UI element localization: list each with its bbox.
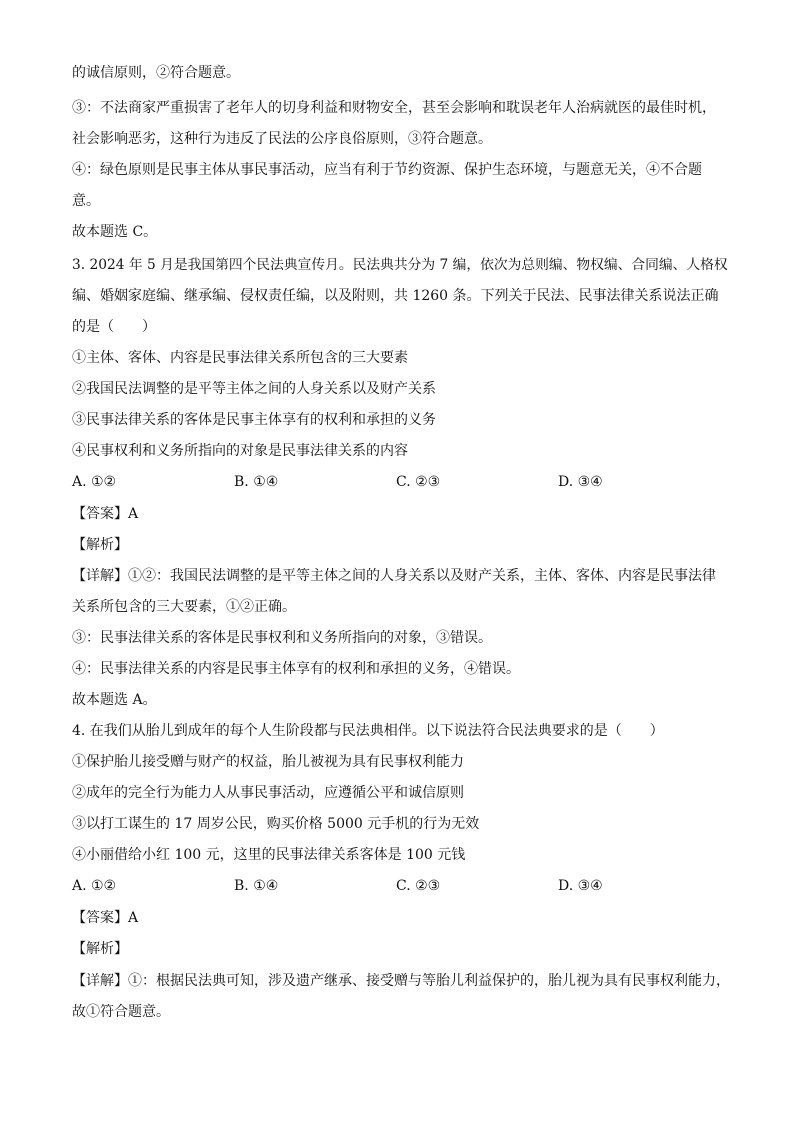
option-a: A. ①② bbox=[72, 474, 117, 490]
analysis-label: 【解析】 bbox=[72, 537, 128, 553]
statement-3: ③以打工谋生的 17 周岁公民，购买价格 5000 元手机的行为无效 bbox=[72, 816, 480, 832]
options-row bbox=[72, 876, 732, 896]
explanation-line: 【详解】①：根据民法典可知，涉及遗产继承、接受赠与等胎儿利益保护的，胎儿视为具有民事权利能力， bbox=[72, 973, 730, 989]
option-d: D. ③④ bbox=[558, 878, 603, 894]
answer-label: 【答案】A bbox=[72, 506, 139, 522]
explanation-line: 【详解】①②：我国民法调整的是平等主体之间的人身关系以及财产关系，主体、客体、内容是民事法律 bbox=[72, 568, 716, 584]
text-line: 意。 bbox=[72, 193, 100, 209]
statement-2: ②成年的完全行为能力人从事民事活动，应遵循公平和诚信原则 bbox=[72, 785, 464, 801]
option-b: B. ①④ bbox=[234, 878, 279, 894]
text-line: ④：绿色原则是民事主体从事民事活动，应当有利于节约资源、保护生态环境，与题意无关，④不合题 bbox=[72, 162, 702, 178]
option-a: A. ①② bbox=[72, 878, 117, 894]
option-c: C. ②③ bbox=[396, 878, 441, 894]
question-stem: 3. 2024 年 5 月是我国第四个民法典宣传月。民法典共分为 7 编，依次为总则编、物权编、合同编、人格权 bbox=[72, 257, 728, 273]
text-line: 社会影响恶劣，这种行为违反了民法的公序良俗原则，③符合题意。 bbox=[72, 131, 492, 147]
explanation-line: ③：民事法律关系的客体是民事权利和义务所指向的对象，③错误。 bbox=[72, 630, 492, 646]
explanation-line: 故本题选 A。 bbox=[72, 692, 157, 708]
analysis-label: 【解析】 bbox=[72, 941, 128, 957]
options-row bbox=[72, 472, 732, 492]
explanation-line: ④：民事法律关系的内容是民事主体享有的权利和承担的义务，④错误。 bbox=[72, 661, 520, 677]
question-stem: 4. 在我们从胎儿到成年的每个人生阶段都与民法典相伴。以下说法符合民法典要求的是（ ） bbox=[72, 723, 664, 739]
statement-1: ①主体、客体、内容是民事法律关系所包含的三大要素 bbox=[72, 350, 408, 366]
text-line: ③：不法商家严重损害了老年人的切身利益和财物安全，甚至会影响和耽误老年人治病就医的最佳时机， bbox=[72, 100, 716, 116]
option-d: D. ③④ bbox=[558, 474, 603, 490]
text-line: 故本题选 C。 bbox=[72, 224, 158, 240]
explanation-line: 故①符合题意。 bbox=[72, 1004, 170, 1020]
explanation-line: 关系所包含的三大要素，①②正确。 bbox=[72, 599, 296, 615]
answer-label: 【答案】A bbox=[72, 910, 139, 926]
statement-1: ①保护胎儿接受赠与财产的权益，胎儿被视为具有民事权利能力 bbox=[72, 754, 464, 770]
question-stem: 编、婚姻家庭编、继承编、侵权责任编，以及附则，共 1260 条。下列关于民法、民事法律关系说法正确 bbox=[72, 288, 719, 304]
question-stem: 的是（ ） bbox=[72, 319, 156, 335]
statement-4: ④小丽借给小红 100 元，这里的民事法律关系客体是 100 元钱 bbox=[72, 847, 466, 863]
option-c: C. ②③ bbox=[396, 474, 441, 490]
statement-2: ②我国民法调整的是平等主体之间的人身关系以及财产关系 bbox=[72, 381, 436, 397]
statement-3: ③民事法律关系的客体是民事主体享有的权利和承担的义务 bbox=[72, 412, 436, 428]
statement-4: ④民事权利和义务所指向的对象是民事法律关系的内容 bbox=[72, 443, 408, 459]
option-b: B. ①④ bbox=[234, 474, 279, 490]
text-line: 的诚信原则，②符合题意。 bbox=[72, 65, 240, 81]
